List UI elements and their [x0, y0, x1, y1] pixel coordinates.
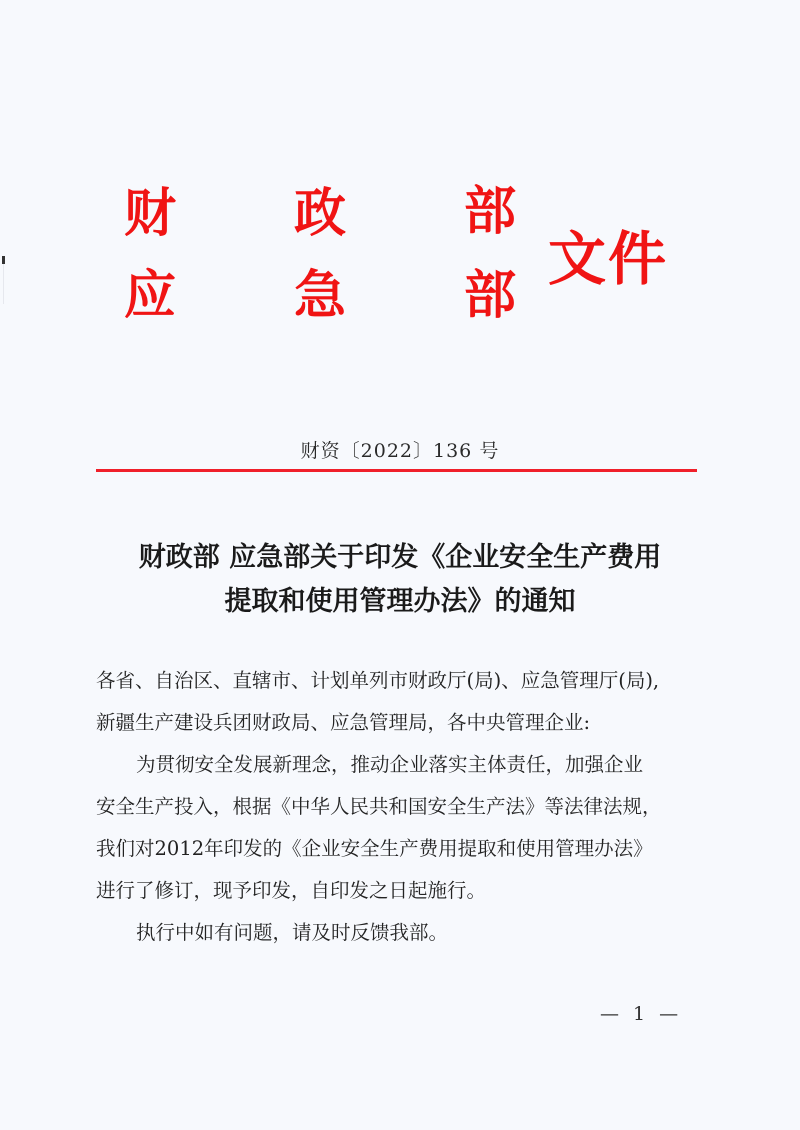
- scan-artifact-line: [3, 264, 4, 304]
- document-number: 财资〔2022〕136 号: [300, 440, 500, 462]
- red-divider-rule: [96, 469, 697, 472]
- letterhead-char-ji: 急: [294, 265, 347, 326]
- letterhead-char-ying: 应: [124, 265, 177, 326]
- paragraph-1-line-2: 安全生产投入，根据《中华人民共和国安全生产法》等法律法规，: [96, 795, 662, 818]
- paragraph-1-line-1: 为贯彻安全发展新理念，推动企业落实主体责任，加强企业: [136, 753, 644, 776]
- scan-artifact: [2, 256, 5, 264]
- letterhead-char-bu-1: 部: [464, 181, 517, 242]
- title-line-2: 提取和使用管理办法》的通知: [224, 586, 576, 617]
- addressee-line-2: 新疆生产建设兵团财政局、应急管理局，各中央管理企业:: [96, 711, 591, 734]
- document-body: [96, 660, 706, 954]
- paragraph-1-line-4: 进行了修订，现予印发，自印发之日起施行。: [96, 879, 487, 902]
- letterhead-char-cai: 财: [124, 183, 177, 244]
- letterhead-wenjian: 文件: [548, 225, 669, 293]
- title-line-1: 财政部 应急部关于印发《企业安全生产费用: [138, 542, 662, 573]
- letterhead-char-bu-2: 部: [464, 265, 517, 326]
- page-number: — 1 —: [600, 1003, 683, 1025]
- document-title: [0, 536, 800, 624]
- paragraph-2: 执行中如有问题，请及时反馈我部。: [136, 921, 449, 944]
- addressee-line-1: 各省、自治区、直辖市、计划单列市财政厅(局)、应急管理厅(局),: [96, 669, 660, 692]
- letterhead-char-zheng: 政: [294, 183, 347, 244]
- paragraph-1-line-3: 我们对2012年印发的《企业安全生产费用提取和使用管理办法》: [96, 837, 653, 860]
